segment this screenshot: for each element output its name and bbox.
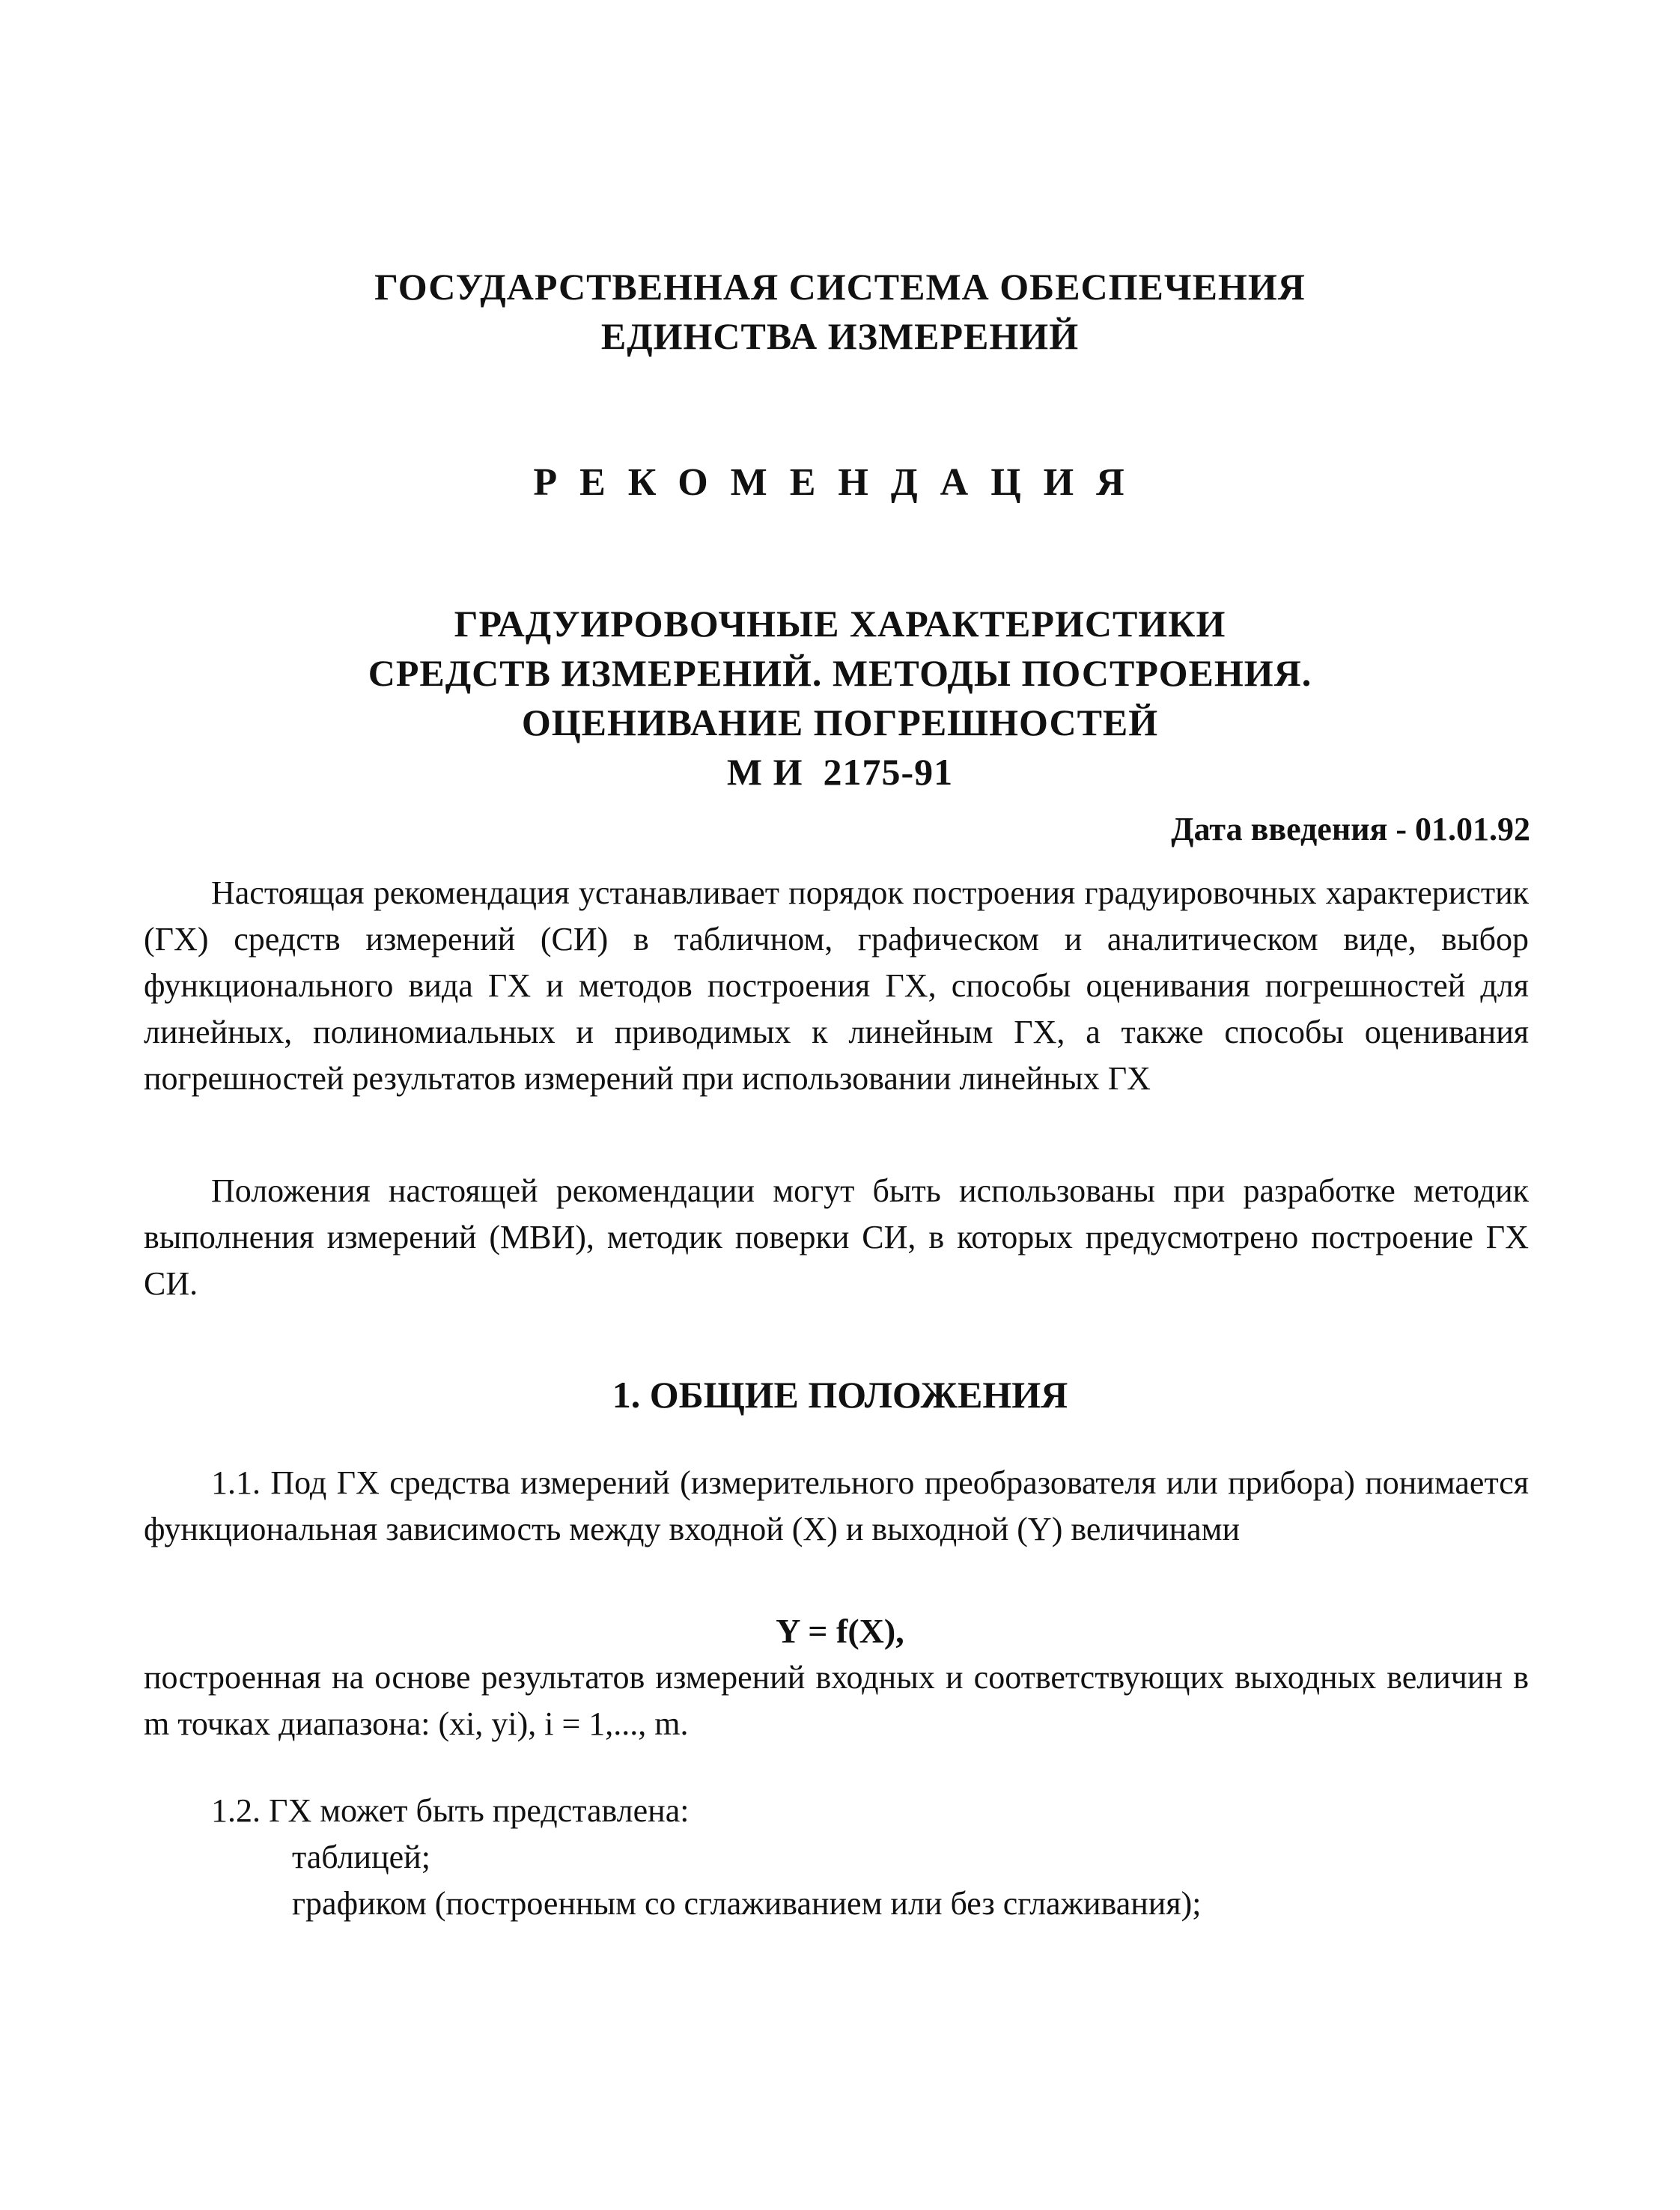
section-1-heading: 1. ОБЩИЕ ПОЛОЖЕНИЯ bbox=[612, 1374, 1068, 1416]
title-line-2: СРЕДСТВ ИЗМЕРЕНИЙ. МЕТОДЫ ПОСТРОЕНИЯ. bbox=[368, 652, 1312, 694]
formula: Y = f(X), bbox=[776, 1612, 904, 1650]
header-line-2: ЕДИНСТВА ИЗМЕРЕНИЙ bbox=[600, 315, 1080, 357]
clause-1-1: 1.1. Под ГХ средства измерений (измерительного преобразователя или прибора) понимается функциональная зависимость между входной (X) и выходной (Y) величинами bbox=[144, 1464, 1529, 1547]
list-item-table: таблицей; bbox=[292, 1839, 430, 1875]
document-type-heading: РЕКОМЕНДАЦИЯ bbox=[533, 461, 1147, 504]
introduction-date: Дата введения - 01.01.92 bbox=[1171, 811, 1530, 847]
intro-paragraph-2: Положения настоящей рекомендации могут быть использованы при разработке методик выполнения измерений (МВИ), методик поверки СИ, в которых предусмотрено построение ГХ СИ. bbox=[144, 1172, 1529, 1302]
list-item-graph: графиком (построенным со сглаживанием или без сглаживания); bbox=[292, 1885, 1202, 1922]
header-line-1: ГОСУДАРСТВЕННАЯ СИСТЕМА ОБЕСПЕЧЕНИЯ bbox=[374, 266, 1306, 308]
intro-paragraph-1: Настоящая рекомендация устанавливает порядок построения градуировочных характеристик (ГХ) средств измерений (СИ) в табличном, графическом и аналитическом виде, выбор функционального вида ГХ и методов построения ГХ, способы оценивания погрешностей для линейных, полиномиальных и приводимых к линейным ГХ, а также способы оценивания погрешностей результатов измерений при использовании линейных ГХ bbox=[144, 874, 1529, 1097]
title-line-1: ГРАДУИРОВОЧНЫЕ ХАРАКТЕРИСТИКИ bbox=[454, 603, 1226, 645]
document-title bbox=[0, 599, 1680, 797]
clause-1-2: 1.2. ГХ может быть представлена: bbox=[211, 1792, 690, 1829]
standard-system-header bbox=[0, 262, 1680, 361]
clause-1-1-continuation: построенная на основе результатов измерений входных и соответствующих выходных величин в m точках диапазона: (xi, yi), i = 1,..., m. bbox=[144, 1659, 1529, 1742]
document-code: М И 2175-91 bbox=[726, 751, 954, 793]
title-line-3: ОЦЕНИВАНИЕ ПОГРЕШНОСТЕЙ bbox=[521, 701, 1159, 743]
